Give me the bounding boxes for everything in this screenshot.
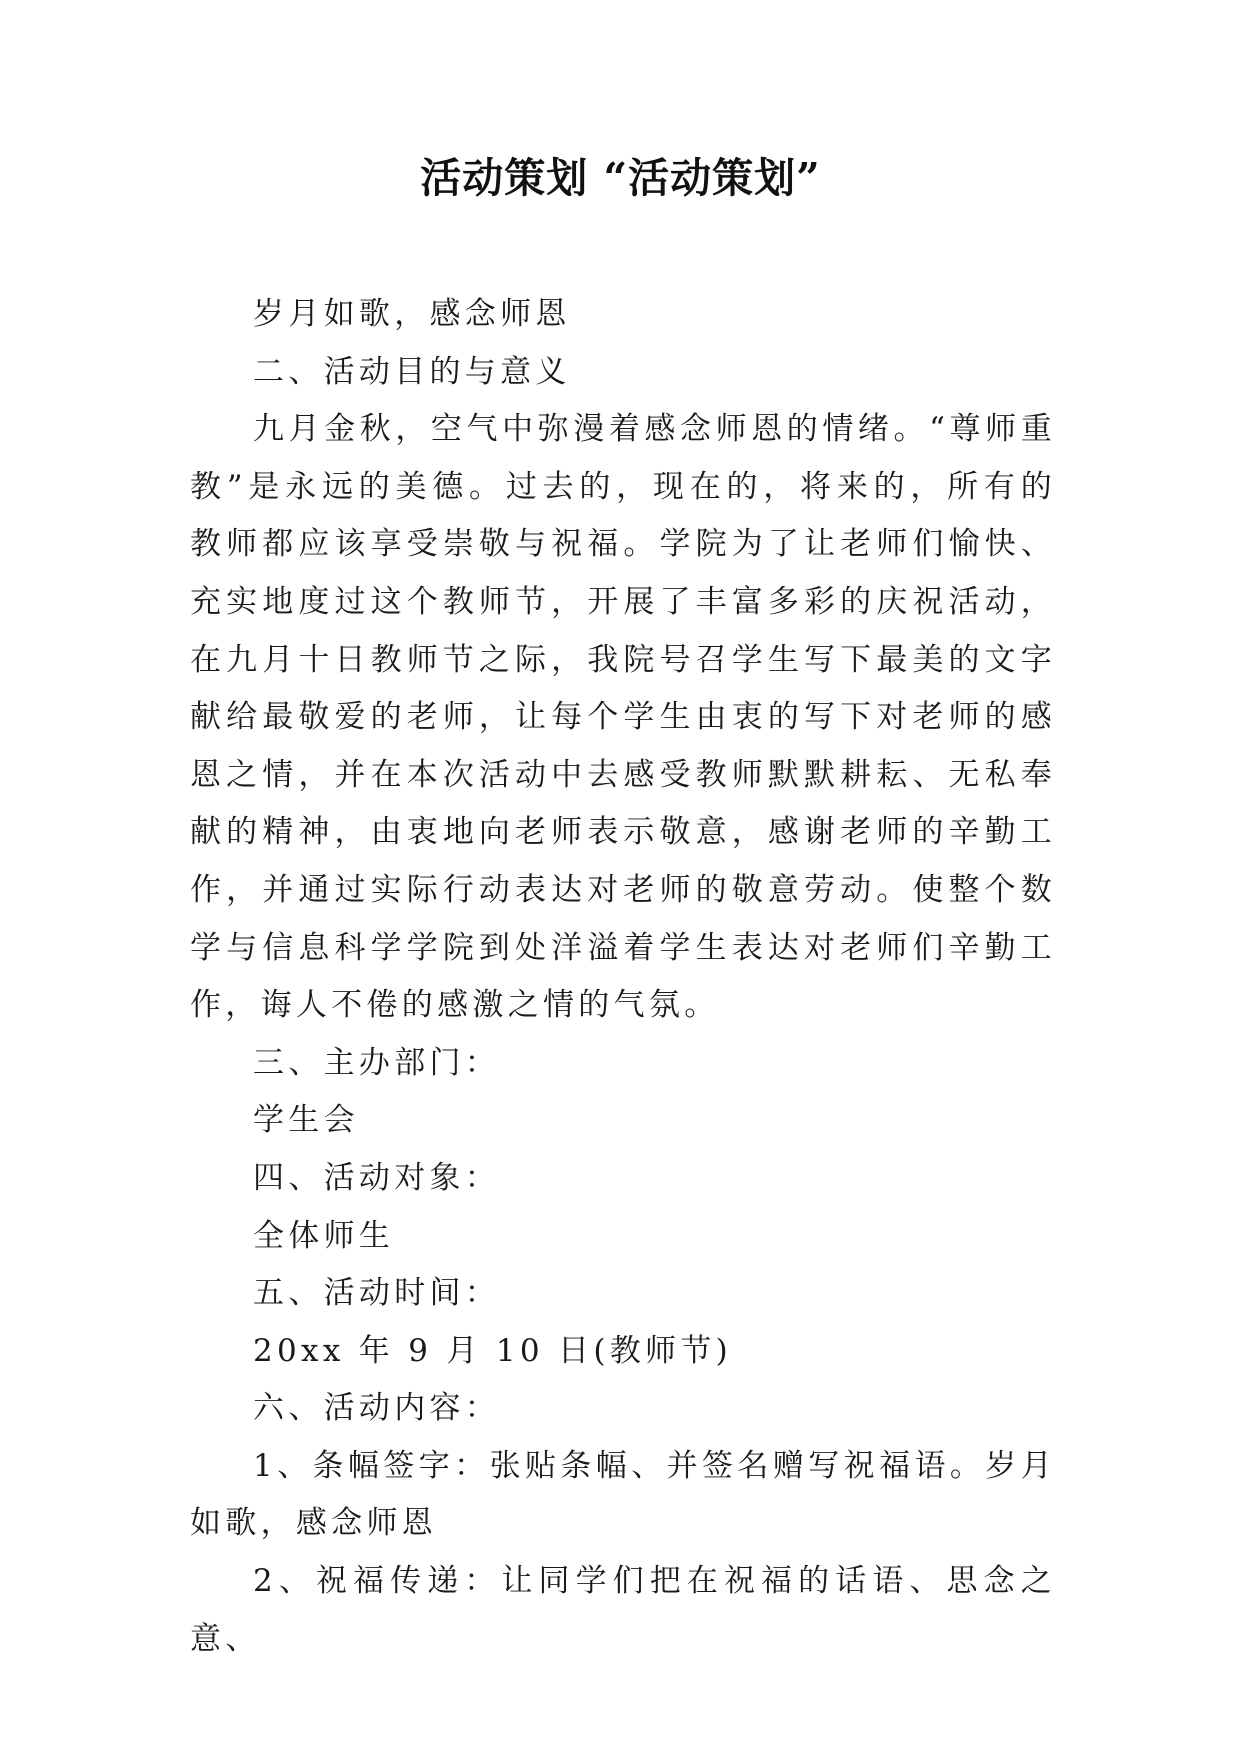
- heading-organizer: 三、主办部门：: [253, 1044, 501, 1081]
- paragraph-time: 20xx 年 9 月 10 日(教师节): [253, 1332, 733, 1369]
- paragraph-purpose: 九月金秋，空气中弥漫着感念师恩的情绪。“尊师重教”是永远的美德。过去的，现在的，将来的，所有的教师都应该享受崇敬与祝福。学院为了让老师们愉快、充实地度过这个教师节，开展了丰富多彩的庆祝活动，在九月十日教师节之际，我院号召学生写下最美的文字献给最敬爱的老师，让每个学生由衷的写下对老师的感恩之情，并在本次活动中去感受教师默默耕耘、无私奉献的精神，由衷地向老师表示敬意，感谢老师的辛勤工作，并通过实际行动表达对老师的敬意劳动。使整个数学与信息科学学院到处洋溢着学生表达对老师们辛勤工作，诲人不倦的感激之情的气氛。: [190, 411, 1056, 1024]
- paragraph-organizer: 学生会: [253, 1102, 359, 1139]
- paragraph-audience: 全体师生: [253, 1217, 395, 1254]
- document-body: [190, 286, 1056, 1668]
- document-title: 活动策划 “活动策划”: [420, 154, 821, 202]
- heading-audience: 四、活动对象：: [253, 1159, 501, 1196]
- heading-time: 五、活动时间：: [253, 1275, 501, 1312]
- list-item-blessing-delivery: 2、祝福传递：让同学们把在祝福的话语、思念之意、: [190, 1563, 1056, 1657]
- paragraph-motto: 岁月如歌，感念师恩: [253, 296, 571, 332]
- list-item-banner-signing: 1、条幅签字：张贴条幅、并签名赠写祝福语。岁月如歌，感念师恩: [190, 1447, 1056, 1542]
- heading-content: 六、活动内容：: [253, 1390, 501, 1427]
- heading-purpose: 二、活动目的与意义: [253, 353, 571, 390]
